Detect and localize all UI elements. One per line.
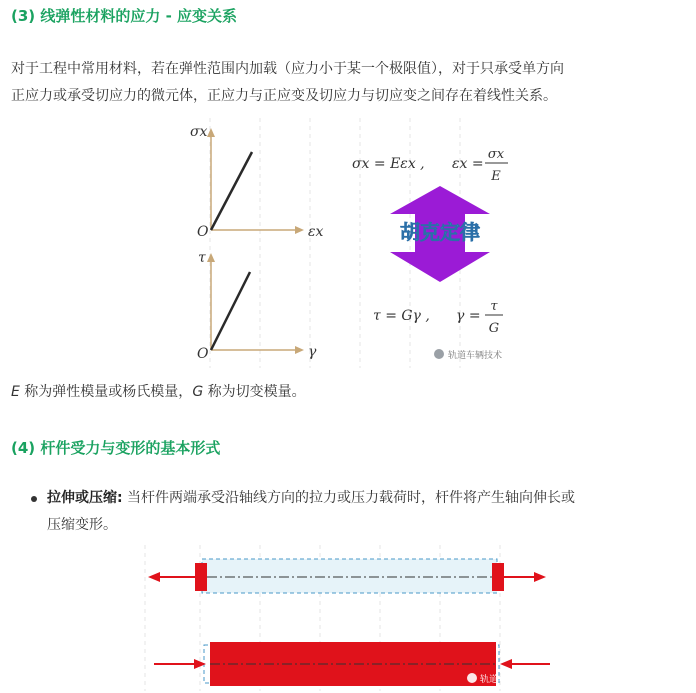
- section-heading-3: (3) 线弹性材料的应力 - 应变关系: [11, 7, 238, 25]
- modulus-g-symbol: G: [192, 384, 204, 400]
- section-heading-4: (4) 杆件受力与变形的基本形式: [11, 439, 221, 457]
- bullet-line-1: [47, 485, 575, 512]
- paragraph-line-2: 正应力或承受切应力的微元体，正应力与正应变及切应力与切应变之间存在着线性关系。: [11, 88, 557, 104]
- equation-sigma-e-epsilon: σx = Eεx ,: [352, 156, 425, 172]
- equation-tau-g-gamma: τ = Gγ ,: [373, 308, 430, 324]
- equation-epsilon-numerator: σx: [487, 147, 505, 162]
- sigma-axis-label: σx: [190, 124, 208, 140]
- watermark-text-1: 轨道车辆技术: [448, 351, 503, 361]
- tension-bar: [148, 559, 546, 593]
- tension-right-cap: [492, 563, 504, 591]
- equation-gamma-lhs: γ =: [456, 308, 481, 324]
- origin-label-upper: O: [197, 224, 209, 240]
- watermark-logo-icon-2: [467, 673, 477, 683]
- bullet-bold-label: 拉伸或压缩:: [47, 490, 123, 506]
- gamma-axis-label: γ: [308, 344, 317, 360]
- equation-epsilon-denominator: E: [491, 169, 501, 184]
- tension-compression-figure: [140, 545, 550, 691]
- paragraph-line-1: 对于工程中常用材料，若在弹性范围内加载（应力小于某一个极限值），对于只承受单方向: [11, 61, 564, 77]
- watermark-logo-icon: [434, 349, 444, 359]
- watermark-text-2: 轨道车辆技术: [480, 675, 535, 685]
- modulus-g-text: 称为切变模量。: [203, 384, 306, 400]
- modulus-e-text: 称为弹性模量或杨氏模量，: [19, 384, 193, 400]
- tau-axis-label: τ: [198, 250, 206, 266]
- bullet-line-2: 压缩变形。: [47, 517, 117, 533]
- elongated-bar-outline: [202, 559, 497, 593]
- hooke-law-figure: [180, 118, 520, 368]
- hooke-law-label: 胡克定律: [400, 220, 480, 244]
- bullet-dot-icon: [31, 496, 37, 502]
- bullet-text-1: 当杆件两端承受沿轴线方向的拉力或压力载荷时，杆件将产生轴向伸长或: [122, 490, 576, 506]
- modulus-e-symbol: E: [11, 384, 20, 400]
- equation-gamma-numerator: τ: [490, 299, 498, 314]
- equation-epsilon-lhs: εx =: [452, 156, 484, 172]
- moduli-sentence: [11, 379, 691, 406]
- equation-gamma-denominator: G: [488, 321, 500, 336]
- epsilon-axis-label: εx: [308, 224, 324, 240]
- tension-left-cap: [195, 563, 207, 591]
- origin-label-lower: O: [197, 346, 209, 362]
